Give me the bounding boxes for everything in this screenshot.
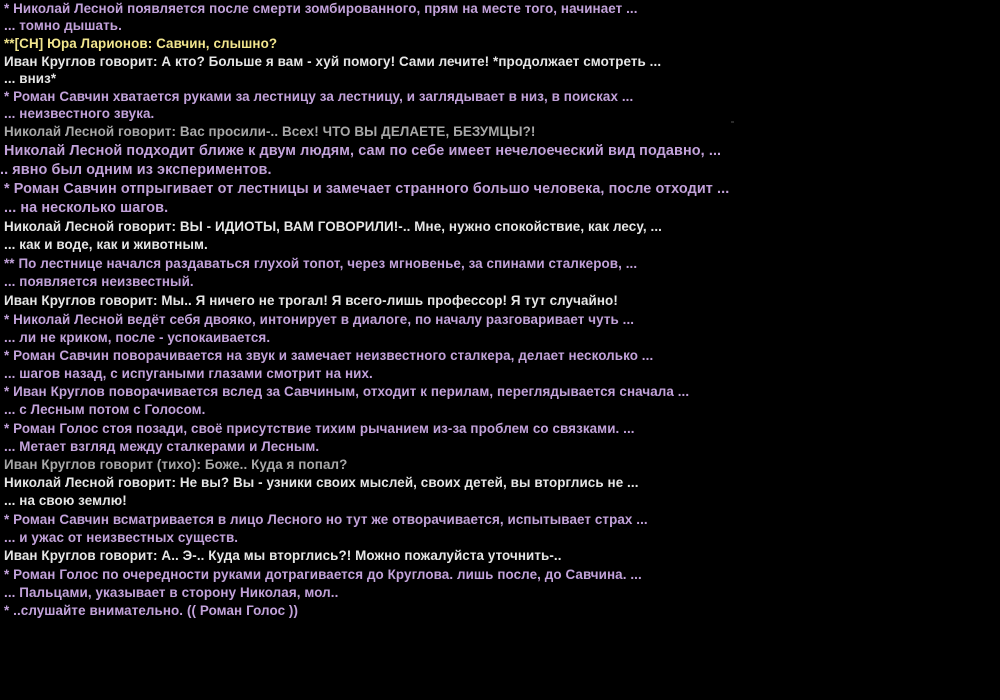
chat-line: ... и ужас от неизвестных существ. xyxy=(4,530,239,545)
chat-line: * Роман Савчин всматривается в лицо Лесного но тут же отворачивается, испытывает страх ... xyxy=(4,512,648,527)
chat-line: * Роман Голос стоя позади, своё присутствие тихим рычанием из-за проблем со связками. ... xyxy=(4,421,635,436)
chat-line: * Николай Лесной ведёт себя двояко, интонирует в диалоге, по началу разговаривает чуть ... xyxy=(4,312,635,327)
chat-line: ... на свою землю! xyxy=(4,493,127,508)
chat-line: ... с Лесным потом с Голосом. xyxy=(4,402,206,417)
chat-line: ... на несколько шагов. xyxy=(4,200,169,216)
chat-line: ... неизвестного звука. xyxy=(4,106,155,121)
chat-line: Иван Круглов говорит: Мы.. Я ничего не трогал! Я всего-лишь профессор! Я тут случайно! xyxy=(4,293,618,308)
chat-line: ... томно дышать. xyxy=(4,18,122,33)
chat-line: * Роман Голос по очередности руками дотрагивается до Круглова. лишь после, до Савчина. ... xyxy=(4,567,642,582)
chat-line: Николай Лесной говорит: ВЫ - ИДИОТЫ, ВАМ ГОВОРИЛИ!-.. Мне, нужно спокойствие, как лесу, ... xyxy=(4,219,662,234)
chat-line: Николай Лесной говорит: Не вы? Вы - узники своих мыслей, своих детей, вы вторглись не ... xyxy=(4,475,639,490)
chat-line: **[CH] Юра Ларионов: Савчин, слышно? xyxy=(4,36,278,51)
chat-line: ... Метает взгляд между сталкерами и Лесным. xyxy=(4,439,320,454)
chat-line: * Николай Лесной появляется после смерти зомбированного, прям на месте того, начинает ... xyxy=(4,1,638,16)
chat-line: ** По лестнице начался раздаваться глухой топот, через мгновенье, за спинами сталкеров, ... xyxy=(4,256,638,271)
chat-line: Иван Круглов говорит (тихо): Боже.. Куда я попал? xyxy=(4,457,348,472)
chat-line: * Роман Савчин поворачивается на звук и замечает неизвестного сталкера, делает несколько ... xyxy=(4,348,654,363)
chat-line: * Роман Савчин отпрыгивает от лестницы и замечает странного большо человека, после отходит ... xyxy=(4,181,730,197)
chat-line: ... шагов назад, с испугаными глазами смотрит на них. xyxy=(4,366,373,381)
chat-line: Николай Лесной подходит ближе к двум людям, сам по себе имеет нечелоеческий вид подавно, ... xyxy=(4,143,722,159)
chat-line: Иван Круглов говорит: А кто? Больше я вам - хуй помогу! Сами лечите! *продолжает смотреть ... xyxy=(4,54,662,69)
chat-line: Иван Круглов говорит: А.. Э-.. Куда мы вторглись?! Можно пожалуйста уточнить-.. xyxy=(4,548,562,563)
chat-line: ... Пальцами, указывает в сторону Николая, мол.. xyxy=(4,585,339,600)
chat-line: ... появляется неизвестный. xyxy=(4,274,194,289)
chat-line: ... как и воде, как и животным. xyxy=(4,237,208,252)
chat-line: ... ли не криком, после - успокаивается. xyxy=(4,330,271,345)
chat-line: ... вниз* xyxy=(4,71,57,86)
chat-line: * ..слушайте внимательно. (( Роман Голос )) xyxy=(4,603,299,618)
chat-line: Николай Лесной говорит: Вас просили-.. Всех! ЧТО ВЫ ДЕЛАЕТЕ, БЕЗУМЦЫ?! xyxy=(4,124,536,139)
chat-line: .. явно был одним из экспериментов. xyxy=(0,162,272,178)
chat-line: * Роман Савчин хватается руками за лестницу за лестницу, и заглядывает в низ, в поисках ... xyxy=(4,89,634,104)
chat-line: * Иван Круглов поворачивается вслед за Савчиным, отходит к перилам, переглядывается сначала ... xyxy=(4,384,690,399)
background-speck xyxy=(731,121,734,123)
